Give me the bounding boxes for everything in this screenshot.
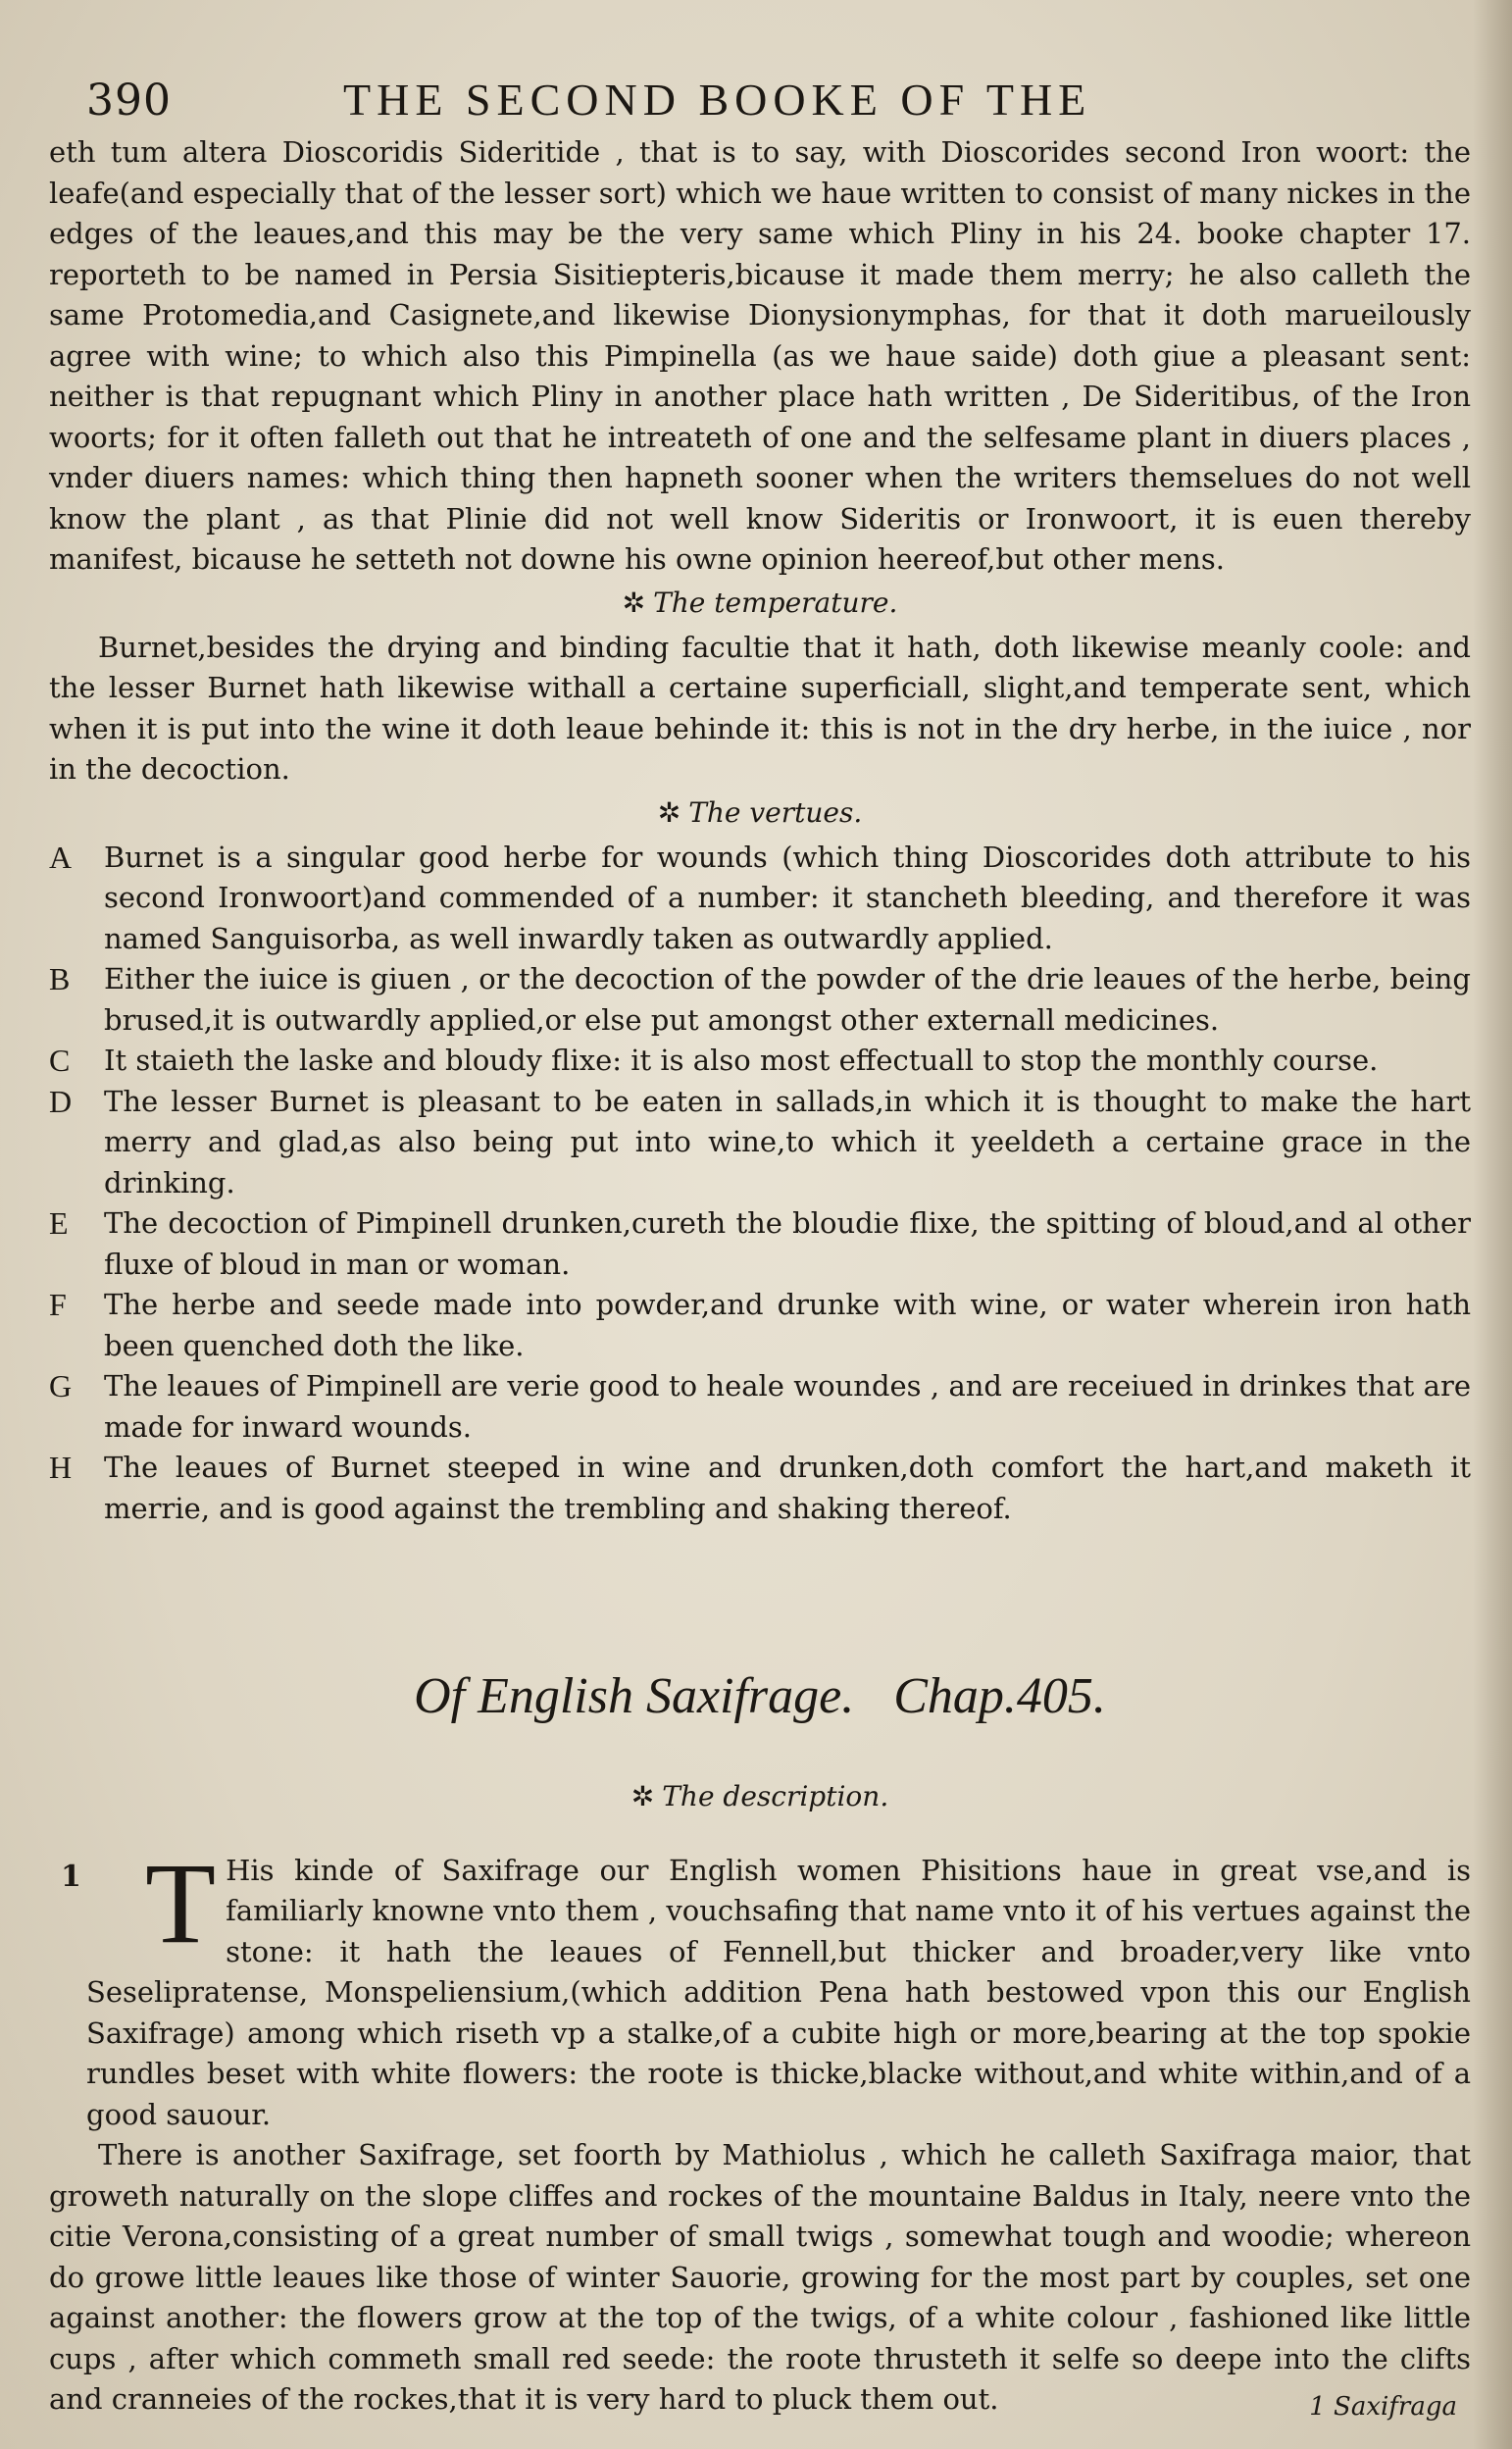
vertue-letter: C xyxy=(49,1043,71,1078)
running-head: THE SECOND BOOKE OF THE xyxy=(343,75,1092,125)
vertue-text: The decoction of Pimpinell drunken,cureth the bloudie flixe, the spitting of bloud,and al other fluxe of bloud in man or woman. xyxy=(104,1206,1471,1281)
intro-paragraph: eth tum altera Dioscoridis Sideritide , that is to say, with Dioscorides second Iron woort: the leafe(and especially that of the lesser sort) which we haue written to consist of many nickes in the edges of the leaues,and this may be the very same which Pliny in his 24. booke chapter 17. reporteth to be named in Persia Sisitiepteris,bicause it made them merry; he also calleth the same Protomedia,and Casignete,and likewise Dionysionymphas, for that it doth marueilously agree with wine; to which also this Pimpinella (as we haue saide) doth giue a pleasant sent: neither is that repugnant which Pliny in another place hath written , De Sideritibus, of the Iron woorts; for it often falleth out that he intreateth of one and the selfesame plant in diuers places , vnder diuers names: which thing then hapneth sooner when the writers themselues do not well know the plant , as that Plinie did not well know Sideritis or Ironwoort, it is euen thereby manifest, bicause he setteth not downe his owne opinion heereof,but other mens. xyxy=(49,135,1471,576)
description-text: His kinde of Saxifrage our English women Phisitions haue in great vse,and is familiarly knowne vnto them , vouchsafing that name vnto it of his vertues against the stone: it hath the leaues of Fennell,but thicker and broader,very like vnto Seselipratense, Monspeliensium,(which addition Pena hath bestowed vpon this our English Saxifrage) among which riseth vp a stalke,of a cubite high or more,bearing at the top spokie rundles beset with white flowers: the roote is thicke,blacke without,and white within,and of a good sauour. xyxy=(86,1853,1471,2131)
ornament-icon: ✲ xyxy=(622,586,646,619)
vertue-letter: A xyxy=(49,839,73,875)
vertue-item xyxy=(49,1285,1471,1366)
page-edge-shadow xyxy=(1473,0,1512,2449)
vertue-letter: G xyxy=(49,1368,73,1403)
vertue-letter: E xyxy=(49,1205,69,1241)
vertue-letter: H xyxy=(49,1450,73,1485)
vertue-text: Burnet is a singular good herbe for wounds (which thing Dioscorides doth attribute to his second Ironwoort)and commended of a number: it stancheth bleeding, and therefore it was named Sanguisorba, as well inwardly taken as outwardly applied. xyxy=(104,840,1471,955)
vertue-text: It staieth the laske and bloudy flixe: it is also most effectuall to stop the monthly course. xyxy=(104,1044,1379,1077)
vertue-text: Either the iuice is giuen , or the decoction of the powder of the drie leaues of the herbe, being brused,it is outwardly applied,or else put amongst other externall medicines. xyxy=(104,962,1471,1037)
temperature-heading: ✲ The temperature. xyxy=(622,586,898,619)
vertue-item xyxy=(49,1366,1471,1448)
vertue-item xyxy=(49,959,1471,1041)
chapter-name: Of English Saxifrage. xyxy=(414,1668,855,1724)
description-heading: ✲ The description. xyxy=(630,1779,889,1812)
ornament-icon: ✲ xyxy=(630,1779,655,1812)
vertue-item xyxy=(49,838,1471,960)
vertue-letter: F xyxy=(49,1287,67,1322)
catchword: 1 Saxifraga xyxy=(1309,2392,1457,2422)
vertue-item xyxy=(49,1041,1471,1082)
vertue-text: The herbe and seede made into powder,and drunke with wine, or water wherein iron hath been quenched doth the like. xyxy=(104,1288,1471,1362)
vertue-letter: B xyxy=(49,961,71,996)
description-text-2: There is another Saxifrage, set foorth by Mathiolus , which he calleth Saxifraga maior, that groweth naturally on the slope cliffes and rockes of the mountaine Baldus in Italy, neere vnto the citie Verona,consisting of a great number of small twigs , somewhat tough and woodie; whereon do growe little leaues like those of winter Sauorie, growing for the most part by couples, set one against another: the flowers grow at the top of the twigs, of a white colour , fashioned like little cups , after which commeth small red seede: the roote thrusteth it selfe so deepe into the clifts and cranneies of the rockes,that it is very hard to pluck them out. xyxy=(49,2138,1471,2416)
ornament-icon: ✲ xyxy=(657,795,681,829)
vertues-heading: ✲ The vertues. xyxy=(657,795,863,829)
vertues-list xyxy=(49,838,1471,1530)
chapter-title xyxy=(49,1668,1471,1724)
description-paragraph xyxy=(49,1838,1471,2136)
vertue-text: The leaues of Pimpinell are verie good to heale woundes , and are receiued in drinkes that are made for inward wounds. xyxy=(104,1369,1471,1444)
vertue-text: The leaues of Burnet steeped in wine and drunken,doth comfort the hart,and maketh it merrie, and is good against the trembling and shaking thereof. xyxy=(104,1451,1471,1525)
chapter-number: Chap.405. xyxy=(893,1668,1106,1724)
figure-marker: 1 xyxy=(61,1859,81,1894)
vertue-item xyxy=(49,1448,1471,1529)
vertue-item xyxy=(49,1203,1471,1285)
body-text xyxy=(49,132,1471,2421)
folio-number: 390 xyxy=(86,76,172,126)
drop-cap: T xyxy=(145,1838,217,1967)
page-header xyxy=(49,54,1471,132)
vertue-text: The lesser Burnet is pleasant to be eaten in sallads,in which it is thought to make the hart merry and glad,as also being put into wine,to which it yeeldeth a certaine grace in the drinking. xyxy=(104,1084,1471,1199)
temperature-text: Burnet,besides the drying and binding facultie that it hath, doth likewise meanly coole: and the lesser Burnet hath likewise withall a certaine superficiall, slight,and temperate sent, which when it is put into the wine it doth leaue behinde it: this is not in the dry herbe, in the iuice , nor in the decoction. xyxy=(49,630,1471,786)
vertue-item xyxy=(49,1082,1471,1204)
vertue-letter: D xyxy=(49,1083,73,1119)
